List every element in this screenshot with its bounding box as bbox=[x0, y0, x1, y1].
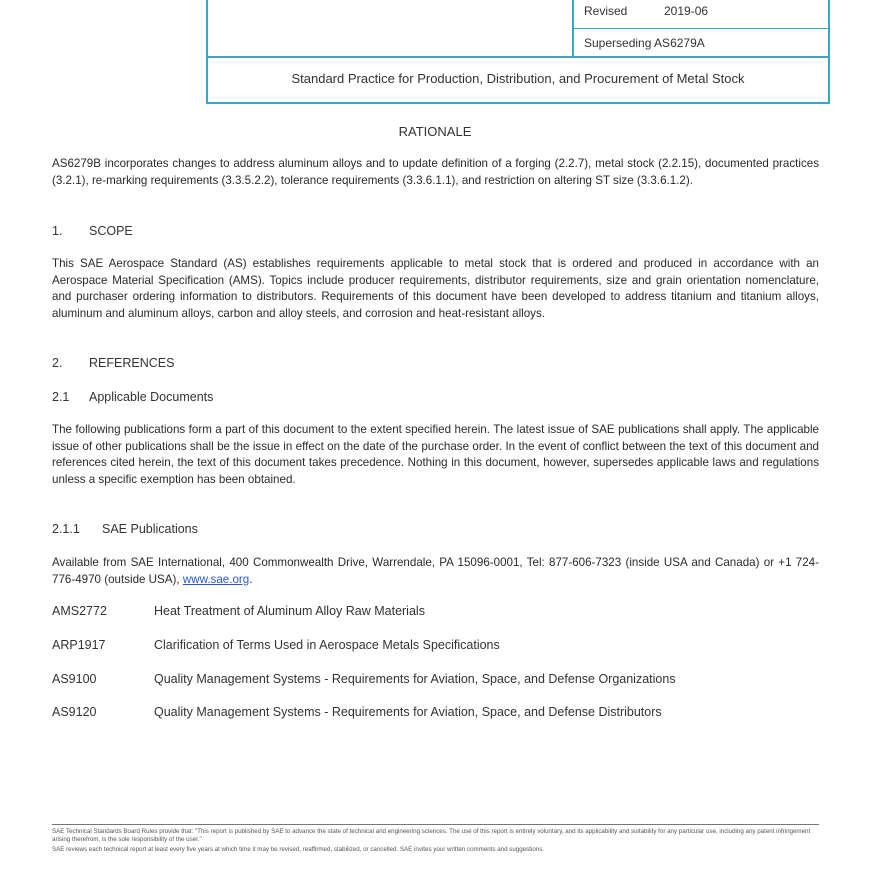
applicable-documents-title: Applicable Documents bbox=[89, 390, 214, 404]
reference-title: Quality Management Systems - Requirements for Aviation, Space, and Defense Distributors bbox=[154, 705, 662, 719]
sae-publications-title: SAE Publications bbox=[102, 522, 198, 536]
footer-disclaimer bbox=[52, 824, 819, 856]
sae-website-link[interactable]: www.sae.org bbox=[182, 572, 250, 586]
revised-row bbox=[584, 4, 709, 18]
document-title: Standard Practice for Production, Distribution, and Procurement of Metal Stock bbox=[291, 71, 745, 86]
sae-publications-number: 2.1.1 bbox=[52, 522, 80, 536]
references-heading bbox=[52, 356, 174, 370]
scope-text: This SAE Aerospace Standard (AS) establishes requirements applicable to metal stock that is ordered and produced in accordance with an Aerospace Material Specification (AMS). Topics include producer requirements, distributor requirements, size and grain orientation nomenclature, and purchaser ordering information to distributors. Requirements of this document have been developed to address titanium and titanium alloys, aluminum and aluminum alloys, carbon and alloy steels, and corrosion and heat-resistant alloys. bbox=[52, 257, 819, 320]
superseding-text: Superseding AS6279A bbox=[584, 36, 705, 50]
applicable-documents-number: 2.1 bbox=[52, 390, 70, 404]
reference-title: Heat Treatment of Aluminum Alloy Raw Materials bbox=[154, 604, 425, 618]
revised-date: 2019-06 bbox=[664, 4, 709, 18]
references-title: REFERENCES bbox=[89, 356, 175, 370]
rationale-heading: RATIONALE bbox=[398, 124, 472, 139]
sae-availability-body: Available from SAE International, 400 Commonwealth Drive, Warrendale, PA 15096-0001, Tel: 877-606-7323 (inside USA and Canada) or +1 724-776-4970 (outside USA), bbox=[52, 556, 819, 586]
sae-availability-text bbox=[52, 555, 819, 588]
reference-code: AMS2772 bbox=[52, 604, 107, 618]
reference-item bbox=[52, 604, 425, 618]
scope-title: SCOPE bbox=[89, 224, 133, 238]
reference-title: Clarification of Terms Used in Aerospace Metals Specifications bbox=[154, 638, 500, 652]
footer-line-2: SAE reviews each technical report at least every five years at which time it may be revised, reaffirmed, stabilized, or cancelled. SAE invites your written comments and suggestions. bbox=[52, 846, 545, 853]
footer-line-1: SAE Technical Standards Board Rules provide that: "This report is published by SAE to advance the state of technical and engineering sciences. The use of this report is entirely voluntary, and its applicability and suitability for any particular use, including any patent infringement arising therefrom, is the sole responsibility of the user." bbox=[52, 828, 811, 843]
document-header-box bbox=[206, 0, 830, 104]
reference-item bbox=[52, 705, 662, 719]
reference-item bbox=[52, 672, 676, 686]
reference-item bbox=[52, 638, 500, 652]
rationale-text: AS6279B incorporates changes to address aluminum alloys and to update definition of a forging (2.2.7), metal stock (2.2.15), documented practices (3.2.1), re-marking requirements (3.3.5.2.2), tolerance requirements (3.3.6.1.1), and restriction on altering ST size (3.3.6.1.2). bbox=[52, 157, 819, 187]
revision-separator bbox=[574, 28, 828, 29]
sae-publications-heading bbox=[52, 522, 198, 536]
revised-label: Revised bbox=[584, 4, 628, 18]
sae-link-suffix: . bbox=[249, 572, 253, 586]
reference-title: Quality Management Systems - Requirements for Aviation, Space, and Defense Organizations bbox=[154, 672, 676, 686]
reference-code: ARP1917 bbox=[52, 638, 106, 652]
reference-code: AS9100 bbox=[52, 672, 97, 686]
reference-code: AS9120 bbox=[52, 705, 97, 719]
scope-heading bbox=[52, 224, 133, 238]
applicable-documents-heading bbox=[52, 390, 213, 404]
references-number: 2. bbox=[52, 356, 63, 370]
header-top-section bbox=[208, 0, 828, 58]
applicable-documents-text: The following publications form a part of this document to the extent specified herein. The latest issue of SAE publications shall apply. The applicable issue of other publications shall be the issue in effect on the date of the purchase order. In the event of conflict between the text of this document and references cited herein, the text of this document takes precedence. Nothing in this document, however, supersedes applicable laws and regulations unless a specific exemption has been obtained. bbox=[52, 423, 819, 486]
scope-number: 1. bbox=[52, 224, 63, 238]
